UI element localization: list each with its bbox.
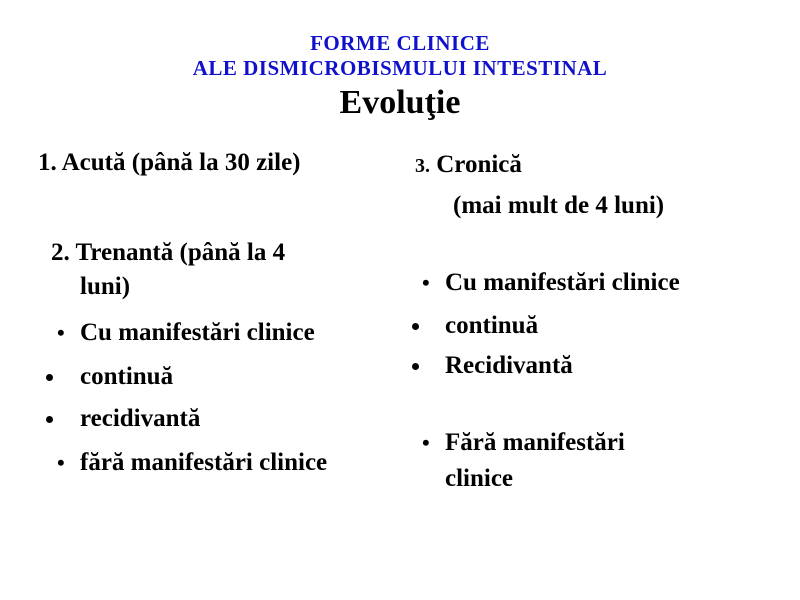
bullet-icon — [412, 363, 419, 370]
bullet-icon: • — [422, 430, 430, 455]
list-item: fără manifestări clinice — [80, 449, 328, 476]
bullet-icon — [412, 323, 419, 330]
item-trenanta-line1: 2. Trenantă (până la 4 — [51, 239, 286, 266]
bullet-icon: • — [422, 270, 430, 295]
slide-title-evolutie: Evoluţie — [339, 84, 461, 121]
bullet-icon: • — [57, 320, 65, 345]
bullet-icon: • — [57, 450, 65, 475]
item-trenanta-line2: luni) — [80, 273, 131, 300]
list-item: Fără manifestări — [445, 429, 625, 456]
list-item: continuă — [445, 312, 539, 339]
item-cronica-label: Cronică — [436, 151, 522, 178]
list-item: Recidivantă — [445, 352, 573, 379]
list-item-continuation: clinice — [445, 465, 514, 492]
list-item: Cu manifestări clinice — [80, 319, 315, 346]
item-cronica-sub: (mai mult de 4 luni) — [453, 192, 665, 219]
bullet-icon — [46, 374, 53, 381]
list-item: continuă — [80, 363, 174, 390]
item-cronica — [415, 152, 522, 177]
bullet-icon — [46, 416, 53, 423]
list-item: Cu manifestări clinice — [445, 269, 680, 296]
slide-title-line1: FORME CLINICE — [310, 31, 490, 55]
slide-title-line2: ALE DISMICROBISMULUI INTESTINAL — [192, 56, 608, 80]
list-item: recidivantă — [80, 405, 201, 432]
item-cronica-number: 3. — [415, 155, 430, 177]
item-acuta: 1. Acută (până la 30 zile) — [38, 149, 301, 176]
